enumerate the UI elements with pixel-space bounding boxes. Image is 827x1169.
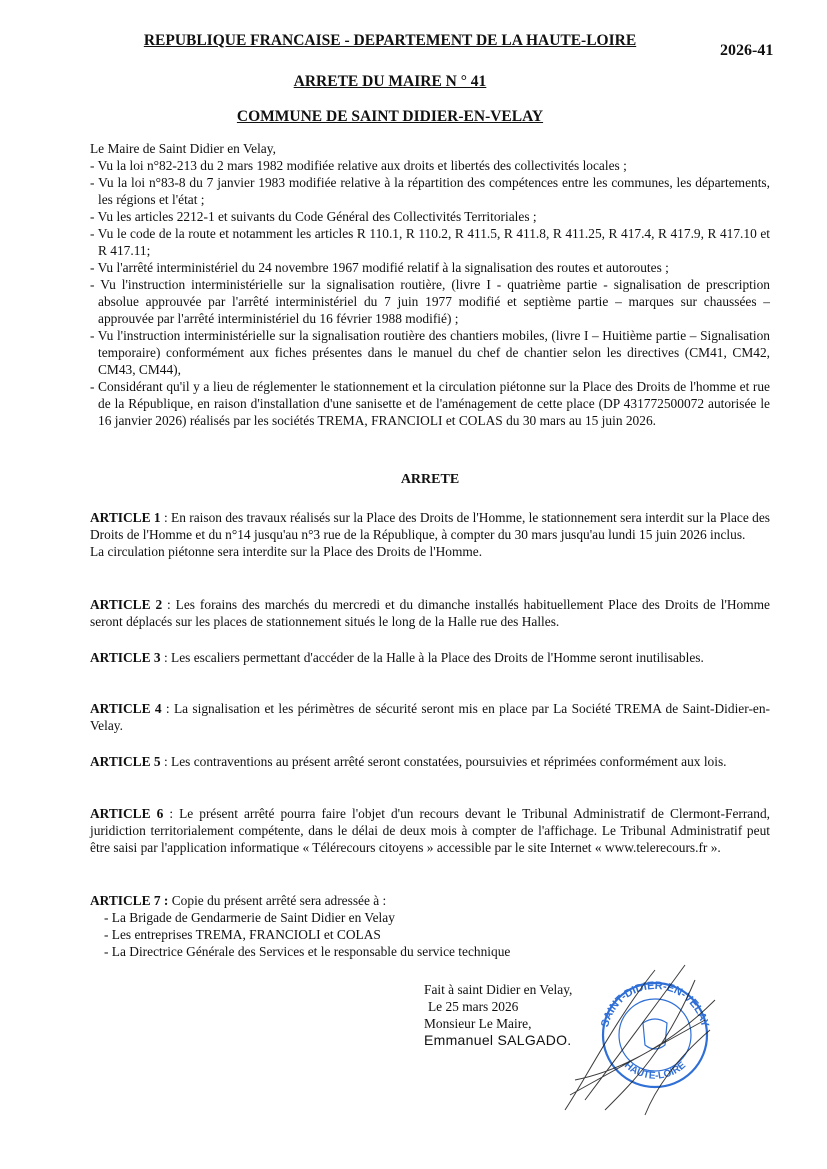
recipient-item: - La Directrice Générale des Services et le responsable du service technique: [104, 944, 511, 959]
decree-title: ARRETE DU MAIRE N ° 41: [293, 73, 487, 90]
signature-place: Fait à saint Didier en Velay,: [424, 982, 573, 997]
article-1: [90, 509, 770, 560]
article-1-label: ARTICLE 1: [90, 510, 161, 525]
article-3: [90, 649, 770, 666]
article-5: [90, 753, 770, 770]
article-6-text: : Le présent arrêté pourra faire l'objet d'un recours devant le Tribunal Administratif de Clermont-Ferrand, juridiction territorialement compétente, dans le délai de deux mois à compter de l'affichage. Le Tribunal Administratif peut être saisi par l'application informatique « Télérecours citoyens » accessible par le site Internet « www.telerecours.fr ».: [90, 806, 770, 855]
arrete-heading: ARRETE: [400, 472, 460, 487]
preamble-vu-2: - Vu la loi n°83-8 du 7 janvier 1983 modifiée relative à la répartition des compétences entre les communes, les départements, les régions et l'état ;: [90, 175, 770, 207]
signature-title: Monsieur Le Maire,: [424, 1016, 532, 1031]
preamble-considerant: - Considérant qu'il y a lieu de réglementer le stationnement et la circulation piétonne sur la Place des Droits de l'homme et rue de la République, en raison d'installation d'une sanisette et de l'aménagement de cette place (DP 431772500072 autorisée le 16 janvier 2026) réalisés par les sociétés TREMA, FRANCIOLI et COLAS du 30 mars au 15 juin 2026.: [90, 379, 770, 428]
article-2-label: ARTICLE 2: [90, 597, 163, 612]
article-7: [90, 892, 770, 960]
article-3-text: : Les escaliers permettant d'accéder de la Halle à la Place des Droits de l'Homme seront inutilisables.: [160, 650, 704, 665]
article-5-text: : Les contraventions au présent arrêté seront constatées, poursuivies et réprimées conformément aux lois.: [160, 754, 727, 769]
preamble: [90, 140, 770, 429]
commune-title: COMMUNE DE SAINT DIDIER-EN-VELAY: [236, 108, 544, 125]
preamble-vu-3: - Vu les articles 2212-1 et suivants du Code Général des Collectivités Territoriales ;: [90, 209, 537, 224]
article-2-text: : Les forains des marchés du mercredi et du dimanche installés habituellement Place des Droits de l'Homme seront déplacés sur les places de stationnement situés le long de la Halle rue des Halles.: [90, 597, 770, 629]
article-7-text: Copie du présent arrêté sera adressée à :: [168, 893, 387, 908]
article-5-label: ARTICLE 5: [90, 754, 161, 769]
preamble-vu-5: - Vu l'arrêté interministériel du 24 novembre 1967 modifié relatif à la signalisation des routes et autoroutes ;: [90, 260, 669, 275]
preamble-vu-6: - Vu l'instruction interministérielle sur la signalisation routière, (livre I - quatrième partie - signalisation de prescription absolue approuvée par l'arrêté interministériel du 7 juin 1977 modifié et septième partie – marques sur chaussées – approuvée par l'arrêté interministériel du 16 février 1988 modifié) ;: [90, 277, 770, 326]
preamble-opening: Le Maire de Saint Didier en Velay,: [90, 141, 276, 156]
article-7-label: ARTICLE 7 :: [90, 893, 169, 908]
recipient-list: [90, 909, 770, 960]
recipient-item: - Les entreprises TREMA, FRANCIOLI et COLAS: [104, 927, 381, 942]
stamp-text-top: SAINT-DIDIER-EN-VELAY: [599, 979, 711, 1029]
signature-date: Le 25 mars 2026: [428, 999, 519, 1014]
article-4-text: : La signalisation et les périmètres de sécurité seront mis en place par La Société TREMA de Saint-Didier-en-Velay.: [90, 701, 770, 733]
signatory-name: Emmanuel SALGADO.: [424, 1032, 572, 1048]
preamble-vu-7: - Vu l'instruction interministérielle sur la signalisation routière des chantiers mobiles, (livre I – Huitième partie – Signalisation temporaire) conformément aux fiches présentes dans le manuel du chef de chantier selon les directives (CM41, CM42, CM43, CM44),: [90, 328, 770, 377]
article-1-text: : En raison des travaux réalisés sur la Place des Droits de l'Homme, le stationnement sera interdit sur la Place des Droits de l'Homme et du n°14 jusqu'au n°3 rue de la République, à compter du 30 mars jusqu'au lundi 15 juin 2026 inclus.: [90, 510, 771, 542]
article-4-label: ARTICLE 4: [90, 701, 162, 716]
article-4: [90, 700, 770, 734]
article-6-label: ARTICLE 6: [90, 806, 164, 821]
article-1-text-2: La circulation piétonne sera interdite sur la Place des Droits de l'Homme.: [90, 544, 483, 559]
stamp-text-bottom: HAUTE-LOIRE: [622, 1059, 688, 1082]
article-6: [90, 805, 770, 856]
article-3-label: ARTICLE 3: [90, 650, 161, 665]
article-2: [90, 596, 770, 630]
recipient-item: - La Brigade de Gendarmerie de Saint Didier en Velay: [104, 910, 395, 925]
header-republic: REPUBLIQUE FRANCAISE - DEPARTEMENT DE LA HAUTE-LOIRE: [143, 32, 637, 49]
document-reference: 2026-41: [720, 42, 774, 59]
preamble-vu-1: - Vu la loi n°82-213 du 2 mars 1982 modifiée relative aux droits et libertés des collectivités locales ;: [90, 158, 627, 173]
signature-block: [424, 981, 572, 1049]
preamble-vu-4: - Vu le code de la route et notamment les articles R 110.1, R 110.2, R 411.5, R 411.8, R 411.25, R 417.4, R 417.9, R 417.10 et R 417.11;: [90, 226, 770, 258]
